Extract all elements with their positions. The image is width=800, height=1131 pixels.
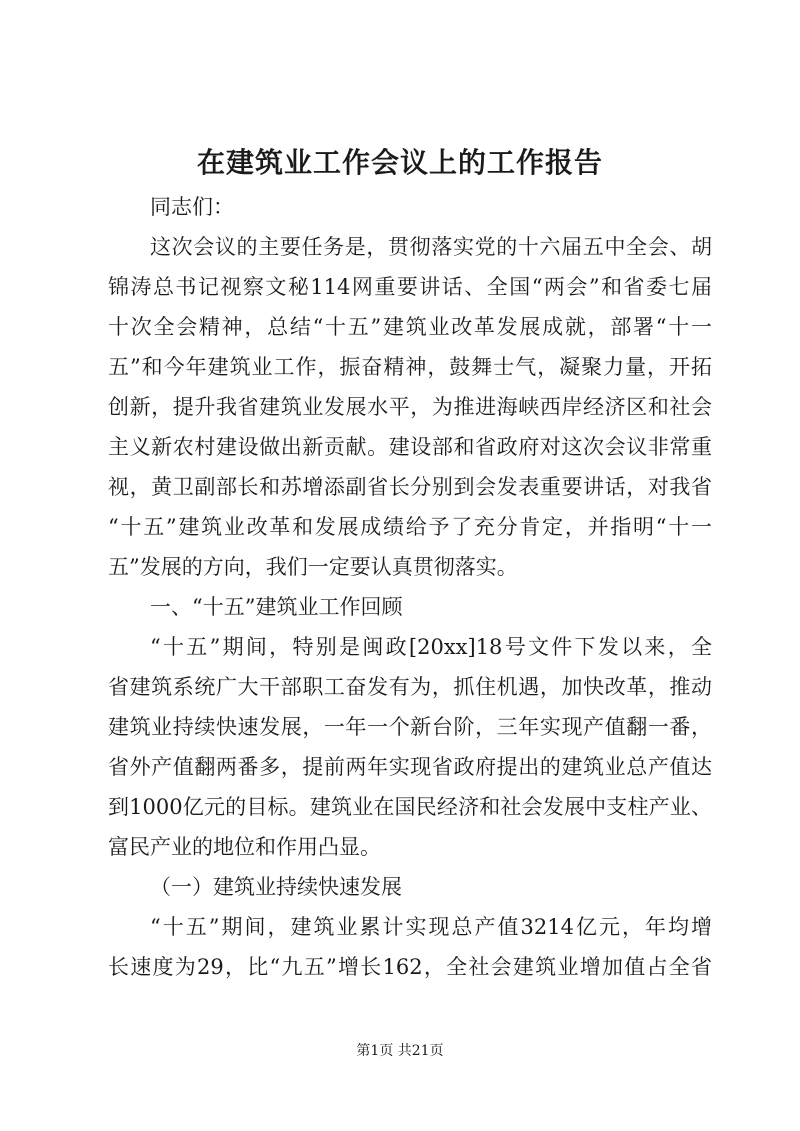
paragraph-line: 长速度为29，比“九五”增长162，全社会建筑业增加值占全省 bbox=[108, 955, 712, 979]
document-title: 在建筑业工作会议上的工作报告 bbox=[196, 146, 603, 179]
subsection-heading: （一）建筑业持续快速发展 bbox=[150, 875, 402, 899]
paragraph-line: 这次会议的主要任务是，贯彻落实党的十六届五中全会、胡 bbox=[150, 235, 712, 259]
paragraph-line: 五”发展的方向，我们一定要认真贯彻落实。 bbox=[108, 555, 518, 579]
paragraph-line: “十五”期间，特别是闽政[20xx]18号文件下发以来，全 bbox=[150, 635, 712, 659]
paragraph-line: 创新，提升我省建筑业发展水平，为推进海峡西岸经济区和社会 bbox=[108, 395, 712, 419]
paragraph-line: “十五”期间，建筑业累计实现总产值3214亿元，年均增 bbox=[150, 915, 712, 939]
paragraph-line: 省建筑系统广大干部职工奋发有为，抓住机遇，加快改革，推动 bbox=[108, 675, 712, 699]
salutation: 同志们： bbox=[150, 195, 234, 219]
paragraph-line: 省外产值翻两番多，提前两年实现省政府提出的建筑业总产值达 bbox=[108, 755, 712, 779]
paragraph-line: “十五”建筑业改革和发展成绩给予了充分肯定，并指明“十一 bbox=[108, 515, 712, 539]
paragraph-line: 锦涛总书记视察文秘114网重要讲话、全国“两会”和省委七届 bbox=[108, 275, 712, 299]
page-footer: 第1页 共21页 bbox=[356, 1043, 444, 1059]
paragraph-line: 到1000亿元的目标。建筑业在国民经济和社会发展中支柱产业、 bbox=[108, 795, 712, 819]
paragraph-line: 主义新农村建设做出新贡献。建设部和省政府对这次会议非常重 bbox=[108, 435, 712, 459]
paragraph-line: 五”和今年建筑业工作，振奋精神，鼓舞士气，凝聚力量，开拓 bbox=[108, 355, 712, 379]
paragraph-line: 富民产业的地位和作用凸显。 bbox=[108, 835, 381, 859]
section-heading: 一、“十五”建筑业工作回顾 bbox=[150, 595, 403, 619]
document-body bbox=[108, 187, 712, 987]
paragraph-line: 视，黄卫副部长和苏增添副省长分别到会发表重要讲话，对我省 bbox=[108, 475, 712, 499]
paragraph-line: 十次全会精神，总结“十五”建筑业改革发展成就，部署“十一 bbox=[108, 315, 712, 339]
paragraph-line: 建筑业持续快速发展，一年一个新台阶，三年实现产值翻一番， bbox=[108, 715, 712, 739]
